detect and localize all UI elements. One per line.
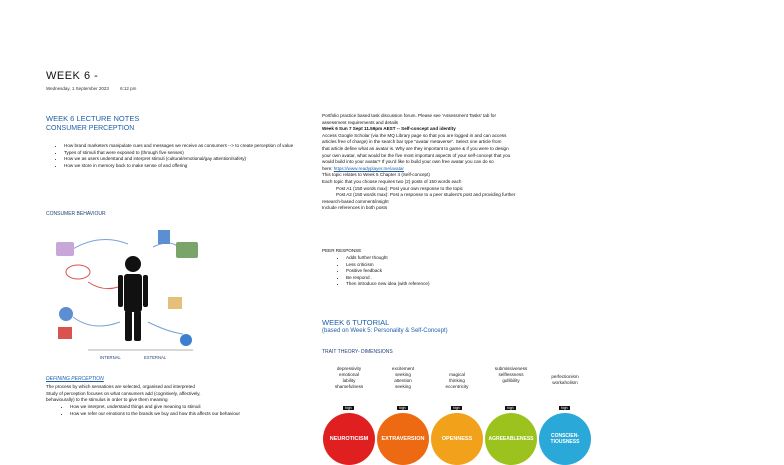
trait-circle-extraversion: EXTRAVERSION	[377, 413, 429, 465]
list-item: • How brand marketers manipulate cues and messages we receive as consumers --> to create perception of value	[64, 143, 302, 150]
external-label: EXTERNAL	[144, 355, 167, 360]
trait-circle-openness: OPENNESS	[431, 413, 483, 465]
info-line: research-based comment/insight	[322, 198, 389, 204]
product-icon	[58, 327, 72, 339]
list-item: • How we interpret, understand things and give meaning to stimuli	[70, 404, 318, 411]
definition-text	[46, 384, 306, 404]
page-meta	[46, 86, 146, 91]
behaviour-illustration	[48, 222, 208, 370]
page-date: Wednesday, 1 September 2023	[46, 86, 109, 91]
list-item: • Then introduce new idea (with reference)	[346, 281, 534, 288]
intro-line: articles free of charge) in the search bar type "avatar metaverse". Select one article from	[322, 139, 502, 145]
trait-dimensions	[322, 366, 592, 445]
definition-line: The process by which sensations are selected, organised and interpreted	[46, 384, 195, 389]
peer-bullets	[334, 255, 534, 288]
defining-perception-heading: DEFINING PERCEPTION	[46, 376, 104, 382]
money-icon	[59, 307, 73, 321]
definition-bullets	[58, 404, 318, 417]
intro-line: Portfolio practice based task discussion forum. Please see 'Assessment Tasks' tab for	[322, 113, 497, 118]
list-item: • Positive feedback	[346, 268, 534, 275]
info-line: Include references in both posts	[322, 205, 388, 211]
tutorial-subheading: (based on Week 5: Personality & Self-Concept)	[322, 328, 448, 334]
high-badge: high	[507, 406, 514, 410]
media-icon	[158, 230, 170, 244]
info-line: Each topic that you choose requires two (2) posts of 150 words each	[322, 178, 462, 184]
internal-label: INTERNAL	[100, 355, 121, 360]
peer-response-heading: PEER RESPONSE	[322, 248, 362, 253]
here-prefix: here:	[322, 165, 334, 171]
person-body-icon	[124, 274, 142, 312]
intro-line: your own avatar, what would be the five most important aspects of your self-concept that you	[322, 152, 511, 158]
list-item: • Be respond .	[346, 275, 534, 282]
intro-line: assessment requirements and details	[322, 119, 399, 125]
lecture-heading: WEEK 6 LECTURE NOTES	[46, 114, 140, 123]
page-title: WEEK 6 -	[46, 70, 99, 82]
trait-circle-neuroticism: NEUROTICISM	[323, 413, 375, 465]
consumer-perception-heading: CONSUMER PERCEPTION	[46, 125, 135, 132]
intro-line: would build into your avatar? If you'd like to build your own free avatar you can do so	[322, 159, 494, 165]
trait-facets-extraversion: excitement seeking attention seeking	[391, 366, 415, 389]
intro-line: Access Google Scholar (via the MQ Library page so that you are logged in and can access	[322, 132, 507, 138]
motivation-icon	[66, 265, 90, 279]
list-item: • How we store in memory back to make sense of and offering	[64, 163, 302, 170]
consumer-behaviour-diagram	[48, 222, 208, 370]
trait-facets-agreeableness: submissiveness selflessness gullibility	[494, 366, 528, 383]
intro-line: Week 6 Sun 7 Sept 11.59pm AEST -- Self-concept and identity	[322, 126, 456, 132]
list-item: • Adds further thought	[346, 255, 534, 262]
info-line: Post A1 (150 words max): Post your own response to the topic	[336, 185, 463, 191]
definition-line: Study of perception focuses on what consumers add (cognitively, affectively,	[46, 390, 201, 396]
info-line: Post A2 (150 words max): Post a response to a peer student's post and providing further	[336, 192, 516, 198]
trait-circle-agreeableness: AGREEABLENESS	[485, 413, 537, 465]
list-item: • How we refer our emotions to the brands we buy and how this affects our behaviour	[70, 411, 318, 418]
info-line: This topic relates to Week 5 Chapter 4 (Self-concept)	[322, 172, 430, 178]
high-badge: high	[345, 406, 352, 410]
high-badge: high	[561, 406, 568, 410]
trait-circle-conscientiousness: CONSCIEN- TIOUSNESS	[539, 413, 591, 465]
trait-facets-openness: magical thinking eccentricity	[445, 372, 469, 389]
culture-icon	[168, 297, 182, 309]
perception-bullets	[52, 143, 302, 169]
link-line	[322, 166, 622, 173]
person-head-icon	[125, 256, 141, 272]
list-item: • How we as users understand and interpret stimuli (cultural/emotional/gay attention/safety)	[64, 156, 302, 163]
globe-icon	[180, 334, 192, 346]
tutorial-heading: WEEK 6 TUTORIAL	[322, 318, 390, 327]
forum-intro	[322, 113, 622, 212]
trait-facets-conscientiousness: perfectionism workaholism	[551, 374, 579, 385]
avatar-link[interactable]: https://www.readyplayer.me/avatar	[333, 165, 404, 171]
page-time: 6:12 pm	[120, 86, 137, 91]
list-item: • Types of stimuli that were exposed to (through five senses)	[64, 150, 302, 157]
high-badge: high	[453, 406, 460, 410]
definition-line: behaviourally) to the stimulus in order to give them meaning	[46, 397, 168, 403]
high-badge: high	[399, 406, 406, 410]
group-icon	[56, 242, 74, 256]
trait-theory-heading: TRAIT THEORY- DIMENSIONS	[322, 349, 393, 355]
consumer-behaviour-heading: CONSUMER BEHAVIOUR	[46, 211, 106, 217]
list-item: • Less criticism	[346, 262, 534, 269]
intro-line: that article define what an avatar is. Why are they important to game & if you were to design	[322, 145, 509, 151]
trait-facets-neuroticism: depressivity emotional lability shamefulness	[334, 366, 364, 389]
people-icon	[176, 242, 198, 258]
